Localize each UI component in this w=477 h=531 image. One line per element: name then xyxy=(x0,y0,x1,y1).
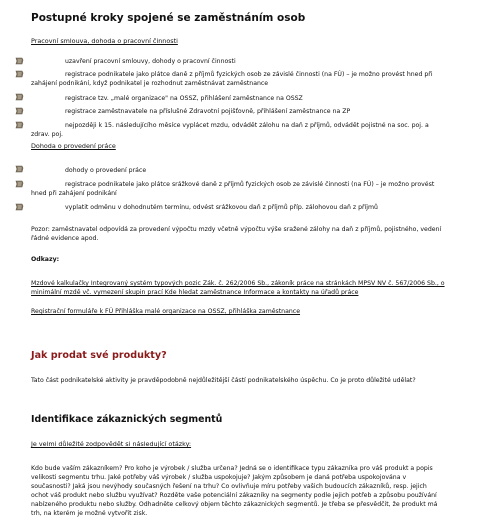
list-item: vyplatit odměnu v dohodnutém termínu, odvést srážkovou daň z příjmů příp. zálohovou daň z příjmů xyxy=(65,204,378,211)
document-scroll-icon xyxy=(15,165,24,173)
section-heading-sell: Jak prodat své produkty? xyxy=(31,350,167,361)
links-text-2[interactable]: Registrační formuláře k FÚ Přihláška malé organizace na OSSZ, přihláška zaměstnance xyxy=(31,308,301,315)
document-scroll-icon xyxy=(15,180,24,188)
intro-paragraph: Tato část podnikatelské aktivity je pravděpodobně nejdůležitější částí podnikatelského úspěchu. Co je proto důležité udělat? xyxy=(31,377,416,384)
list-item: registrace podnikatele jako plátce srážkové daně z příjmů fyzických osob ze závislé činnosti (na FÚ) – je možno provést hned při zahájení podnikání xyxy=(31,181,435,197)
document-scroll-icon xyxy=(15,203,24,211)
section-heading-segments: Identifikace zákaznických segmentů xyxy=(31,414,223,425)
document-scroll-icon xyxy=(15,107,24,115)
document-scroll-icon xyxy=(15,93,24,101)
page-title: Postupné kroky spojené se zaměstnáním osob xyxy=(31,12,306,24)
links-block[interactable] xyxy=(31,279,446,297)
list-item: registrace podnikatele jako plátce daně z příjmů fyzických osob ze závislé činnosti (na FÚ) – je možno provést hned při zahájení podnikání, když podnikatel je rozhodnut zaměstnávat zaměstnance xyxy=(31,71,433,87)
links-text[interactable]: Mzdové kalkulačky Integrovaný systém typových pozic Zák. č. 262/2006 Sb., zákoník práce na stránkách MPSV NV č. 567/2006 Sb., o minimální mzdě vč. vymezení skupin prací Kde hledat zaměstnance Informace a kontakty na úřadů práce xyxy=(31,280,445,296)
links-label: Odkazy: xyxy=(31,256,60,263)
section-employment-contract-label: Pracovní smlouva, dohoda o pracovní činnosti xyxy=(31,37,178,45)
list-item: dohody o provedení práce xyxy=(65,167,147,174)
section-work-agreement-label: Dohoda o provedení práce xyxy=(31,142,116,150)
list-item: registrace tzv. „malé organizace" na OSSZ, přihlášení zaměstnance na OSSZ xyxy=(65,95,303,102)
links-block-2[interactable] xyxy=(31,307,446,316)
list-item: registrace zaměstnavatele na příslušné Zdravotní pojišťovně, přihlášení zaměstnance na ZP xyxy=(65,108,351,115)
warning-note: Pozor: zaměstnavatel odpovídá za provedení výpočtu mzdy včetně výpočtu výše sražené zálohy na daň z příjmů, pojistného, vedení řádné evidence apod. xyxy=(31,226,442,242)
document-scroll-icon xyxy=(15,70,24,78)
list-item: uzavření pracovní smlouvy, dohody o pracovní činnosti xyxy=(65,58,236,65)
document-scroll-icon xyxy=(15,57,24,65)
questions-paragraph: Kdo bude vaším zákazníkem? Pro koho je výrobek / služba určena? Jedná se o identifikace typu zákazníka pro váš produkt a popis velikosti segmentu trhu. Jaké potřeby váš výrobek / služba uspokojuje? Jakým způsobem je daná potřeba uspokojována v současnosti? Jaká jsou nevýhody současných řešení na trhu? Co ovlivňuje míru potřeby vašich budoucích zákazníků, resp. jejich ochot váš produkt nebo službu využívat? Rozděte vaše potenciální zákazníky na segmenty podle jejich potřeb a způsobu používání nabízeného produktu nebo služby. Odhadněte celkový objem těchto zákaznických segmentů. Je třeba se přesvědčit, že produkt má trh, na kterém je možné vytvořit zisk. xyxy=(31,465,438,517)
document-scroll-icon xyxy=(15,121,24,129)
questions-label: Je velmi důležité zodpovědět si následující otázky: xyxy=(31,440,192,448)
list-item: nejpozději k 15. následujícího měsíce vyplácet mzdu, odvádět zálohu na daň z příjmů, odvádět pojistné na soc. poj. a zdrav. poj. xyxy=(31,122,429,138)
